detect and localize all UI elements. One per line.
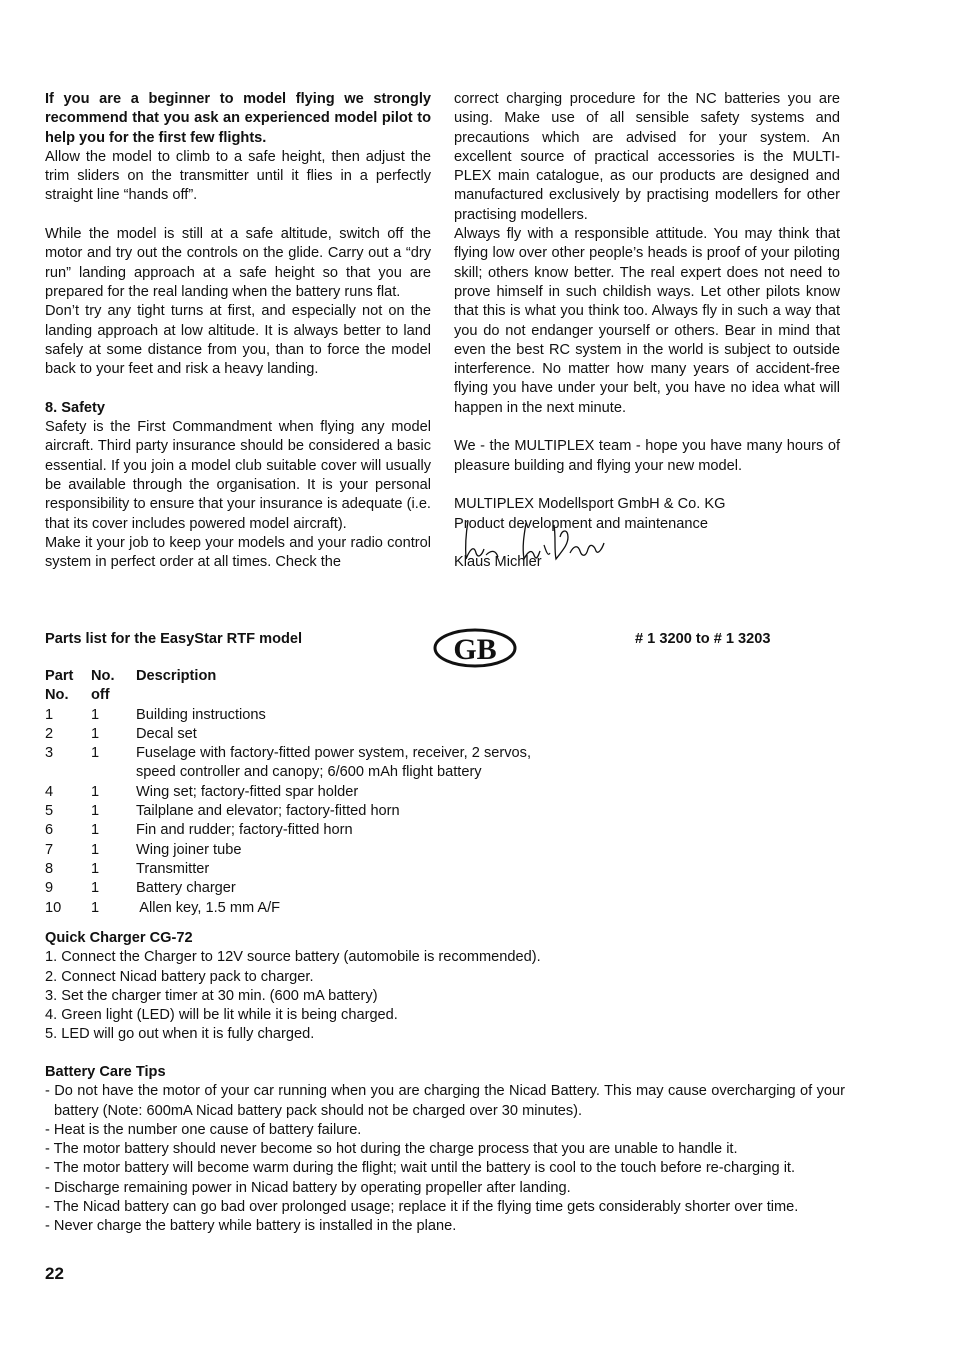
- quick-charger-heading: Quick Charger CG-72: [45, 930, 193, 946]
- header-no-off: off: [91, 687, 110, 704]
- parts-list-header: [45, 628, 905, 668]
- safety-heading: 8. Safety: [45, 399, 106, 416]
- table-row: 6 1 Fin and rudder; factory-fitted horn: [45, 822, 353, 839]
- paragraph-turns: Don’t try any tight turns at first, and especially not on the landing approach at low altitude. It is always better to land safely at some distance from you, than to force the model back to your feet and risk a heavy landing.: [45, 303, 431, 378]
- table-row: 5 1 Tailplane and elevator; factory-fitted horn: [45, 803, 400, 820]
- signature-name: Klaus Michler: [454, 554, 542, 571]
- paragraph-trim: Allow the model to climb to a safe height, then adjust the trim sliders on the transmitter until it flies in a perfectly straight line “hands off”.: [45, 148, 431, 204]
- list-item: - Heat is the number one cause of battery failure.: [45, 1121, 362, 1138]
- list-item: - Discharge remaining power in Nicad battery by operating propeller after landing.: [45, 1179, 571, 1196]
- table-row: 8 1 Transmitter: [45, 860, 210, 877]
- list-item: - The Nicad battery can go bad over prolonged usage; replace it if the flying time gets considerably shorter over time.: [45, 1199, 799, 1216]
- parts-list-title: Parts list for the EasyStar RTF model: [45, 631, 303, 647]
- paragraph-maintenance: Make it your job to keep your models and your radio control system in perfect order at all times. Check the: [45, 534, 431, 571]
- list-item: - The motor battery will become warm during the flight; wait until the battery is cool to the touch before re-charging it.: [45, 1160, 796, 1177]
- list-item: - The motor battery should never become so hot during the charge process that you are unable to handle it.: [45, 1141, 738, 1158]
- right-column: [454, 90, 840, 573]
- table-row: 10 1 Allen key, 1.5 mm A/F: [45, 899, 281, 916]
- header-part: Part: [45, 668, 74, 684]
- list-item: - Do not have the motor of your car running when you are charging the Nicad Battery. This may cause overcharging of your battery (Note: 600mA Nicad battery pack should not be charged over 30 minutes).: [45, 1083, 845, 1119]
- header-part-no: No.: [45, 687, 69, 704]
- gb-badge-text: GB: [453, 633, 497, 666]
- table-row: 4 1 Wing set; factory-fitted spar holder: [45, 783, 359, 800]
- list-item: 5. LED will go out when it is fully charged.: [45, 1026, 315, 1043]
- list-item: - Never charge the battery while battery is installed in the plane.: [45, 1218, 457, 1235]
- header-description: Description: [136, 668, 217, 684]
- table-row: 2 1 Decal set: [45, 725, 197, 742]
- signature-block: [454, 553, 840, 573]
- header-no: No.: [91, 668, 115, 684]
- list-item: 2. Connect Nicad battery pack to charger.: [45, 968, 314, 985]
- list-item: 3. Set the charger timer at 30 min. (600 mA battery): [45, 987, 378, 1004]
- table-row: 7 1 Wing joiner tube: [45, 841, 242, 858]
- paragraph-insurance: Safety is the First Commandment when flying any model aircraft. Third party insurance should be considered a basic essential. If you join a model club suitable cover will usually be available through the organisation. It is your personal responsibility to ensure that your insurance is adequate (i.e. that its cover includes powered model aircraft).: [45, 419, 431, 532]
- parts-table: [45, 667, 665, 918]
- list-item: 1. Connect the Charger to 12V source battery (automobile is recommended).: [45, 949, 541, 966]
- company-name: MULTIPLEX Modellsport GmbH & Co. KG: [454, 496, 726, 513]
- list-item: 4. Green light (LED) will be lit while it is being charged.: [45, 1007, 398, 1024]
- battery-tips-section: [45, 1063, 845, 1237]
- department-name: Product development and maintenance: [454, 515, 708, 532]
- battery-tips-heading: Battery Care Tips: [45, 1064, 166, 1080]
- paragraph-glide: While the model is still at a safe altitude, switch off the motor and try out the controls on the glide. Carry out a “dry run” landing approach at a safe height so that you are prepared for the real landing when the battery runs flat.: [45, 226, 431, 300]
- paragraph-charging: correct charging procedure for the NC batteries you are using. Make use of all sensible safety systems and precautions which are advised for your system. An excellent source of practical accessories is the MULTI-PLEX main catalogue, as our products are designed and manufactured exclusively by practising modellers for other practising modellers.: [454, 91, 840, 223]
- parts-table-header: [45, 667, 665, 706]
- table-row: 3 1 Fuselage with factory-fitted power system, receiver, 2 servos, speed controller and canopy; 6/600 mAh flight battery: [45, 745, 531, 781]
- table-row: 1 1 Building instructions: [45, 706, 266, 723]
- gb-country-badge: [433, 628, 517, 668]
- page-number: 22: [45, 1264, 64, 1283]
- paragraph-attitude: Always fly with a responsible attitude. You may think that flying low over other people’s heads is proof of your piloting skill; others know better. The real expert does not need to prove himself in such childish ways. Let other pilots know that this is what you think too. Always fly in such a way that you do not endanger yourself or others. Bear in mind that even the best RC system in the world is subject to outside interference. No matter how many years of accident-free flying you have under your belt, you have no idea what will happen in the next minute.: [454, 226, 840, 416]
- left-column: [45, 90, 431, 572]
- table-row: 9 1 Battery charger: [45, 880, 236, 897]
- beginner-notice: If you are a beginner to model flying we strongly recommend that you ask an experienced model pilot to help you for the first few flights.: [45, 91, 431, 146]
- paragraph-team: We - the MULTIPLEX team - hope you have many hours of pleasure building and flying your new model.: [454, 438, 840, 474]
- quick-charger-section: [45, 929, 845, 1045]
- order-number-range: # 1 3200 to # 1 3203: [635, 631, 771, 647]
